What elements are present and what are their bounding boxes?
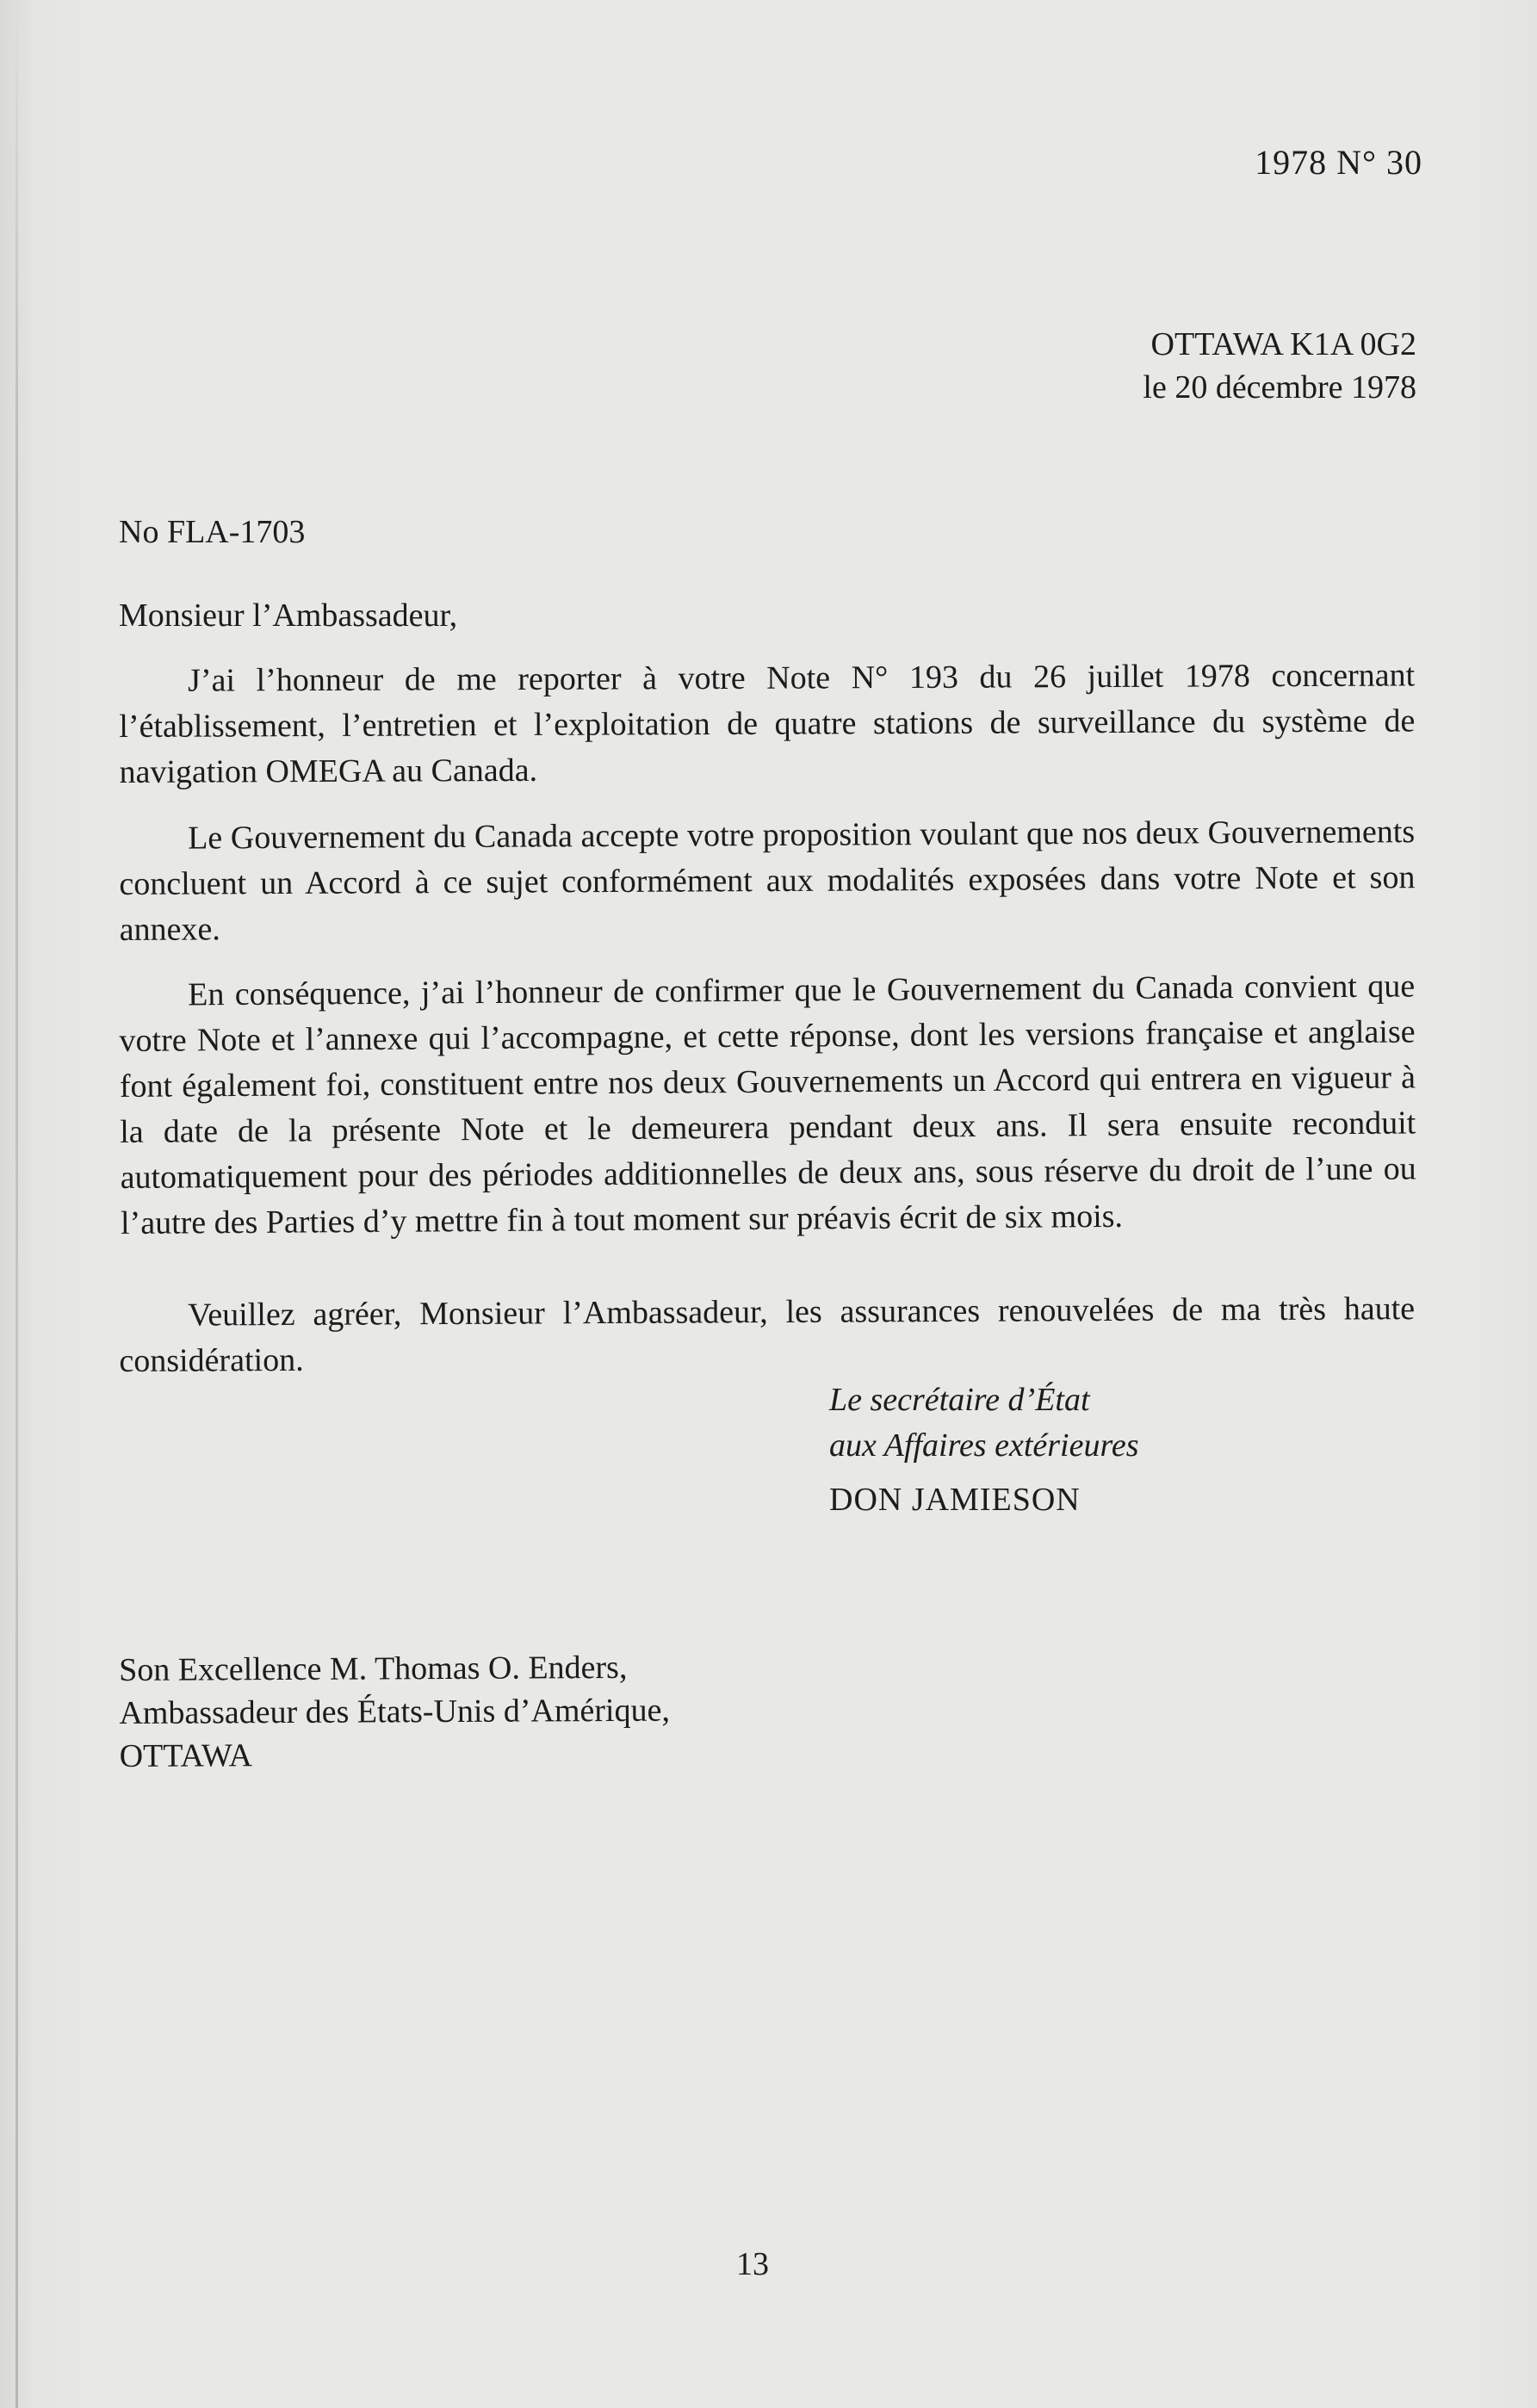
- closing-paragraph: Veuillez agréer, Monsieur l’Ambassadeur, les assurances renouvelées de ma très haute considération.: [119, 1291, 1416, 1379]
- body-paragraph-1: J’ai l’honneur de me reporter à votre Note N° 193 du 26 juillet 1978 concernant l’établissement, l’entretien et l’exploitation de quatre stations de surveillance du système de navigation OMEGA au Canada.: [119, 657, 1416, 790]
- address-block: [1143, 323, 1416, 409]
- addressee-block: [119, 1646, 670, 1778]
- addressee-line-3: OTTAWA: [119, 1737, 253, 1774]
- page-number: 13: [736, 2246, 769, 2282]
- letter-date: le 20 décembre 1978: [1143, 369, 1416, 405]
- salutation: Monsieur l’Ambassadeur,: [119, 597, 458, 634]
- binding-edge: [15, 0, 18, 2408]
- signature-block: [829, 1377, 1139, 1523]
- body-paragraph-3: En conséquence, j’ai l’honneur de confirmer que le Gouvernement du Canada convient que votre Note et l’annexe qui l’accompagne, et cette réponse, dont les versions française et anglaise font également foi, constituent entre nos deux Gouvernements un Accord qui entrera en vigueur à la date de la présente Note et le demeurera pendant deux ans. Il sera ensuite reconduit automatiquement pour des périodes additionnelles de deux ans, sous réserve du droit de l’une ou l’autre des Parties d’y mettre fin à tout moment sur préavis écrit de six mois.: [119, 968, 1416, 1241]
- reference-number: No FLA-1703: [119, 514, 306, 550]
- city-postal-code: OTTAWA K1A 0G2: [1150, 326, 1416, 362]
- signatory-title-line-2: aux Affaires extérieures: [829, 1427, 1139, 1464]
- treaty-number: 1978 N° 30: [1255, 143, 1422, 182]
- addressee-line-2: Ambassadeur des États-Unis d’Amérique,: [119, 1692, 671, 1731]
- addressee-line-1: Son Excellence M. Thomas O. Enders,: [119, 1649, 628, 1688]
- signatory-title-line-1: Le secrétaire d’État: [829, 1382, 1090, 1418]
- signatory-name: DON JAMIESON: [829, 1482, 1081, 1518]
- body-paragraph-2: Le Gouvernement du Canada accepte votre proposition voulant que nos deux Gouvernements concluent un Accord à ce sujet conformément aux modalités exposées dans votre Note et son annexe.: [119, 814, 1416, 948]
